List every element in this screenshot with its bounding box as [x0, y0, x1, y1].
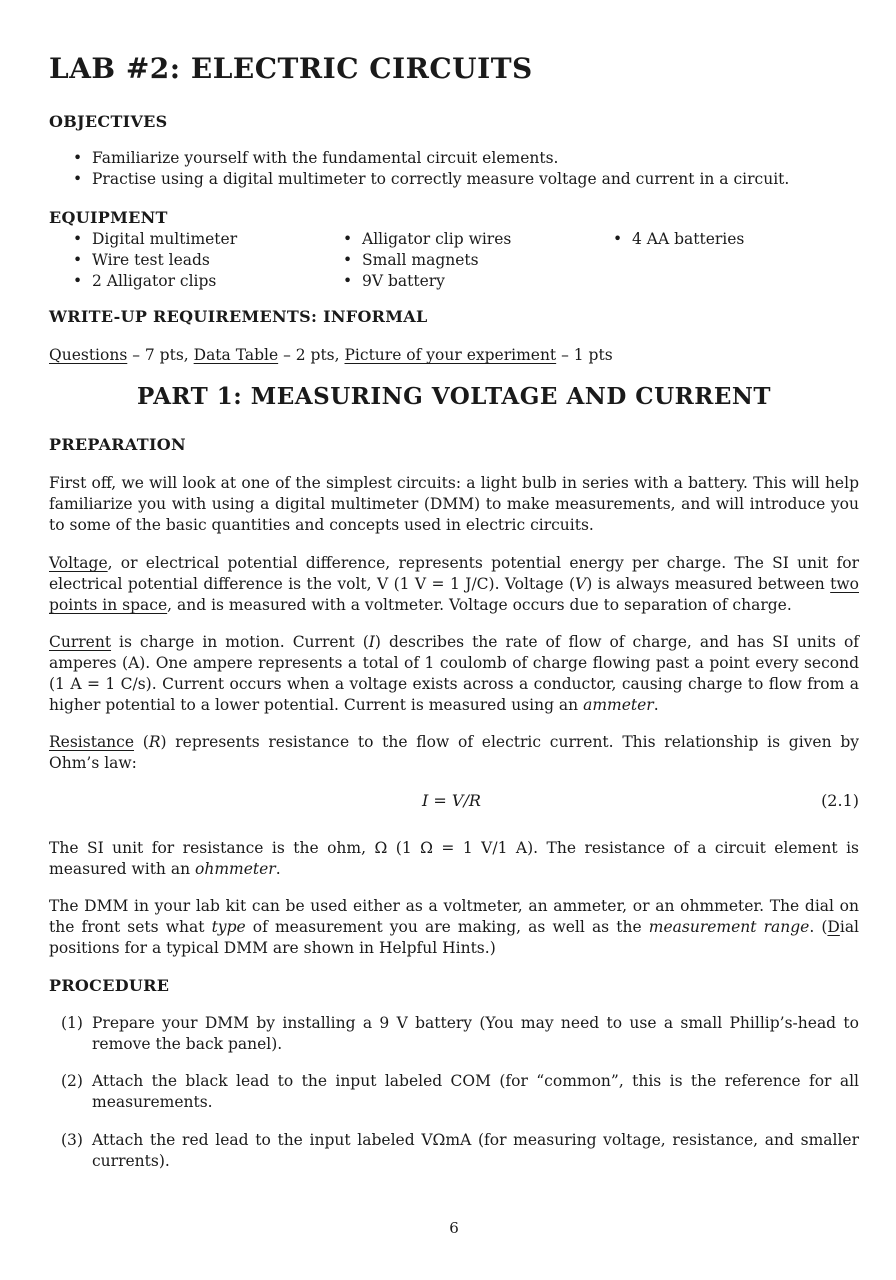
- page-number: 6: [449, 1219, 459, 1237]
- picture-label: Picture of your experiment: [344, 346, 557, 364]
- procedure-list: [49, 1071, 859, 1113]
- questions-label: Questions: [49, 346, 128, 364]
- list-item: • 9V battery: [319, 271, 589, 292]
- writeup-points: Questions – 7 pts, Data Table – 2 pts, Picture of your experiment – 1 pts: [49, 346, 613, 364]
- equipment-column: [589, 229, 859, 292]
- list-item: • 2 Alligator clips: [49, 271, 319, 292]
- equipment-heading: EQUIPMENT: [49, 208, 168, 227]
- list-item: • Digital multimeter: [49, 229, 319, 250]
- equipment-column: [319, 229, 589, 292]
- intro-paragraph: First off, we will look at one of the simplest circuits: a light bulb in series with a battery. This will help familiarize you with using a digital multimeter (DMM) to make measurements, and will introduce you to some of the basic quantities and concepts used in electric circuits.: [49, 474, 859, 534]
- voltage-paragraph: Voltage, or electrical potential difference, represents potential energy per charge. The SI unit for electrical potential difference is the volt, V (1 V = 1 J/C). Voltage (V) is always measured between two points in space, and is measured with a voltmeter. Voltage occurs due to separation of charge.: [49, 554, 859, 614]
- list-item: • Practise using a digital multimeter to correctly measure voltage and current in a circuit.: [49, 169, 789, 190]
- part1-title: PART 1: MEASURING VOLTAGE AND CURRENT: [136, 383, 772, 410]
- preparation-heading: PREPARATION: [49, 435, 186, 454]
- procedure-list: [49, 1130, 859, 1172]
- procedure-step: (2) Attach the black lead to the input labeled COM (for “common”, this is the reference for all measurements.: [61, 1072, 859, 1111]
- list-item: • Small magnets: [319, 250, 589, 271]
- writeup-heading: WRITE-UP REQUIREMENTS: INFORMAL: [49, 307, 428, 326]
- equation-number: (2.1): [821, 791, 859, 810]
- procedure-heading: PROCEDURE: [49, 976, 170, 995]
- objectives-heading: OBJECTIVES: [49, 112, 168, 131]
- dmm-paragraph: The DMM in your lab kit can be used either as a voltmeter, an ammeter, or an ohmmeter. The dial on the front sets what type of measurement you are making, as well as the measurement range. (Dial positions for a typical DMM are shown in Helpful Hints.): [49, 897, 860, 957]
- current-term: Current: [49, 633, 112, 651]
- list-item: • Alligator clip wires: [319, 229, 589, 250]
- lab-title: LAB #2: ELECTRIC CIRCUITS: [49, 52, 533, 85]
- equation-formula: I = V/R: [422, 791, 481, 810]
- ohm-paragraph: The SI unit for resistance is the ohm, Ω (1 Ω = 1 V/1 A). The resistance of a circuit element is measured with an ohmmeter.: [49, 839, 859, 878]
- voltage-term: Voltage: [49, 554, 108, 572]
- procedure-list: [49, 1013, 859, 1055]
- current-paragraph: Current is charge in motion. Current (I) describes the rate of flow of charge, and has SI units of amperes (A). One ampere represents a total of 1 coulomb of charge flowing past a point every second (1 A = 1 C/s). Current occurs when a voltage exists across a conductor, causing charge to flow from a higher potential to a lower potential. Current is measured using an ammeter.: [49, 633, 860, 714]
- list-item: • 4 AA batteries: [589, 229, 859, 250]
- procedure-step: (3) Attach the red lead to the input labeled VΩmA (for measuring voltage, resistance, and smaller currents).: [61, 1131, 859, 1170]
- resistance-paragraph: Resistance (R) represents resistance to the flow of electric current. This relationship is given by Ohm’s law:: [49, 733, 859, 772]
- procedure-step: (1) Prepare your DMM by installing a 9 V battery (You may need to use a small Phillip’s-head to remove the back panel).: [61, 1014, 859, 1053]
- equipment-columns: [49, 229, 859, 292]
- data-table-label: Data Table: [193, 346, 279, 364]
- equipment-column: [49, 229, 319, 292]
- list-item: • Wire test leads: [49, 250, 319, 271]
- resistance-term: Resistance: [49, 733, 135, 751]
- objectives-list: [49, 148, 789, 190]
- list-item: • Familiarize yourself with the fundamental circuit elements.: [49, 148, 789, 169]
